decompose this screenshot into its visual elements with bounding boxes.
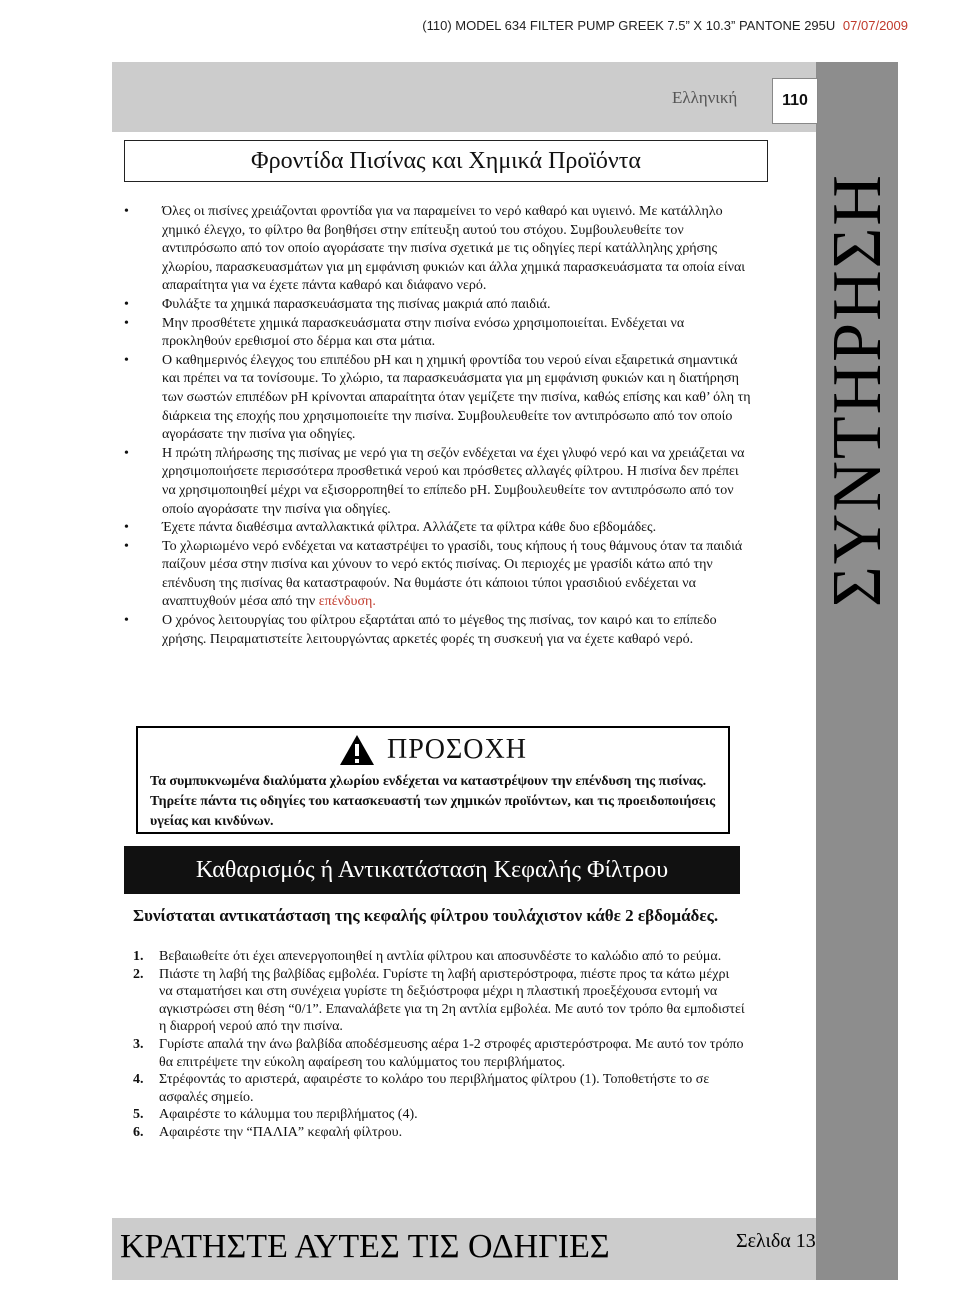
list-item: • Μην προσθέτετε χημικά παρασκευάσματα στην πισίνα ενόσω χρησιμοποιείται. Ενδέχεται να προκληθούν ερεθισμοί στο δέρμα και στα μάτια. — [124, 315, 752, 352]
vertical-title-text: ΣΥΝΤΗΡΗΣΗ — [819, 173, 896, 607]
list-item: • Η πρώτη πλήρωσης της πισίνας με νερό για τη σεζόν ενδέχεται να έχει γλυφό νερό και να χρειάζεται να χρησιμοποιήσετε περισσότερα προσθετικά νερού και πρόσθετες αλλαγές φίλτρου. Η πισίνα δεν πρέπει να χρησιμοποιηθεί μέχρι να εξισορροπηθεί το επίπεδο pH. Συμβουλευθείτε τον αντιπρόσωπο από τον οποίο αγοράσατε την πισίνα για οδηγίες. — [124, 445, 752, 519]
print-header — [422, 18, 908, 33]
print-header-text: (110) MODEL 634 FILTER PUMP GREEK 7.5” X 10.3” PANTONE 295U — [422, 18, 836, 33]
step-item: 1. Βεβαιωθείτε ότι έχει απενεργοποιηθεί η αντλία φίλτρου και αποσυνδέστε το καλώδιο από το ρεύμα. — [133, 949, 722, 964]
list-item: • Όλες οι πισίνες χρειάζονται φροντίδα για να παραμείνει το νερό καθαρό και υγιεινό. Με κατάλληλο χημικό έλεγχο, το φίλτρο θα βοηθήσει στην επίτευξη αυτού του στόχου. Συμβουλευθείτε τον αντιπρόσωπο από τον οποίο αγοράσατε την πισίνα σχετικά με τις οδηγίες περί κατάλληλης χρήσης χλωρίου, παρασκευασμάτων για μη εμφάνιση φυκιών και άλλα χημικά παρασκευάσματα τα οποία είναι απαραίτητα για να έχετε πάντα καθαρό και διάφανο νερό. — [124, 203, 752, 296]
language-label: Ελληνική — [672, 88, 738, 107]
warning-text: Τα συμπυκνωμένα διαλύματα χλωρίου ενδέχεται να καταστρέψουν την επένδυση της πισίνας. Τηρείτε πάντα τις οδηγίες του κατασκευαστή των χημικών προϊόντων, και τις προειδοποιήσεις υγείας και κινδύνων. — [150, 774, 716, 829]
warning-triangle-icon — [339, 734, 375, 766]
footer-keep-instructions: ΚΡΑΤΗΣΤΕ ΑΥΤΕΣ ΤΙΣ ΟΔΗΓΙΕΣ — [120, 1228, 610, 1265]
warning-header — [138, 728, 728, 772]
warning-box — [136, 726, 730, 834]
highlighted-word: επένδυση. — [318, 594, 376, 610]
section-title-pool-care: Φροντίδα Πισίνας και Χημικά Προϊόντα — [124, 140, 768, 182]
pool-care-bullets — [124, 203, 752, 649]
list-item: • Το χλωριωμένο νερό ενδέχεται να καταστρέψει το γρασίδι, τους κήπους ή τους θάμνους όταν τα παιδιά παίζουν μέσα στην πισίνα και χύνουν το νερό εκτός πισίνας. Οι περιοχές με γρασίδι κάτω από την επένδυση της πισίνας θα καταστραφούν. Να θυμάστε ότι κάποιοι τύποι γρασιδιού ενδέχεται να αναπτυχθούν μέσα από την επένδυση. — [124, 538, 752, 612]
list-item: • Ο καθημερινός έλεγχος του επιπέδου pH και η χημική φροντίδα του νερού είναι εξαιρετικά σημαντικά και πρέπει να τα τονίσουμε. Το χλώριο, τα παρασκευάσματα για μη εμφάνιση φυκιών και η διατήρηση των σωστών επιπέδων pH κρίνονται απαραίτητα όταν γεμίζετε την πισίνα, καθώς επίσης και καθ’ όλη τη διάρκεια της εποχής που χρησιμοποιείτε την πισίνα. Συμβουλευθείτε τον αντιπρόσωπο από τον οποίο αγοράσατε την πισίνα για οδηγίες. — [124, 352, 752, 445]
filter-steps — [133, 948, 745, 1142]
warning-title: ΠΡΟΣΟΧΗ — [387, 734, 527, 765]
step-item: 4. Στρέφοντάς το αριστερά, αφαιρέστε το κολάρο του περιβλήματος φίλτρου (1). Τοποθετήστε το σε ασφαλές σημείο. — [133, 1072, 710, 1105]
filter-replace-subhead: Συνίσταται αντικατάσταση της κεφαλής φίλτρου τουλάχιστον κάθε 2 εβδομάδες. — [133, 906, 719, 925]
section-title-filter-replace: Καθαρισμός ή Αντικατάσταση Κεφαλής Φίλτρου — [124, 846, 740, 894]
page-number-box: 110 — [772, 78, 818, 124]
list-item: • Φυλάξτε τα χημικά παρασκευάσματα της πισίνας μακριά από παιδιά. — [124, 296, 752, 315]
step-item: 3. Γυρίστε απαλά την άνω βαλβίδα αποδέσμευσης αέρα 1-2 στροφές αριστερόστροφα. Με αυτό τον τρόπο θα επιτρέψετε την εύκολη αφαίρεση του καλύμματος του περιβλήματος. — [133, 1036, 744, 1070]
step-item: 5. Αφαιρέστε το κάλυμμα του περιβλήματος (4). — [133, 1107, 418, 1123]
footer-page-number: Σελιδα 13 — [736, 1230, 816, 1252]
step-item: 6. Αφαιρέστε την “ΠΑΛΙΑ” κεφαλή φίλτρου. — [133, 1124, 403, 1140]
step-item: 2. Πιάστε τη λαβή της βαλβίδας εμβολέα. Γυρίστε τη λαβή αριστερόστροφα, πιέστε προς τα κάτω μέχρι να σταματήσει και στη συνέχεια γυρίστε τη δεξιόστροφα μέχρι η πλαστική προεξέχουσα εντομή να αγκιστρώσει στη θέση “0/1”. Επαναλάβετε για τη 2η αντλία εμβολέα. Με αυτό τον τρόπο θα εμποδιστεί η διαρροή νερού από την πισίνα. — [133, 966, 745, 1035]
list-item: • Ο χρόνος λειτουργίας του φίλτρου εξαρτάται από το μέγεθος της πισίνας, τον καιρό και το επίπεδο χρήσης. Πειραματιστείτε λειτουργώντας αρκετές φορές τη συσκευή για να έχετε καθαρό νερό. — [124, 612, 752, 649]
list-item: • Έχετε πάντα διαθέσιμα ανταλλακτικά φίλτρα. Αλλάζετε τα φίλτρα κάθε δυο εβδομάδες. — [124, 519, 752, 538]
print-header-date: 07/07/2009 — [842, 18, 908, 33]
vertical-section-title — [819, 130, 896, 650]
